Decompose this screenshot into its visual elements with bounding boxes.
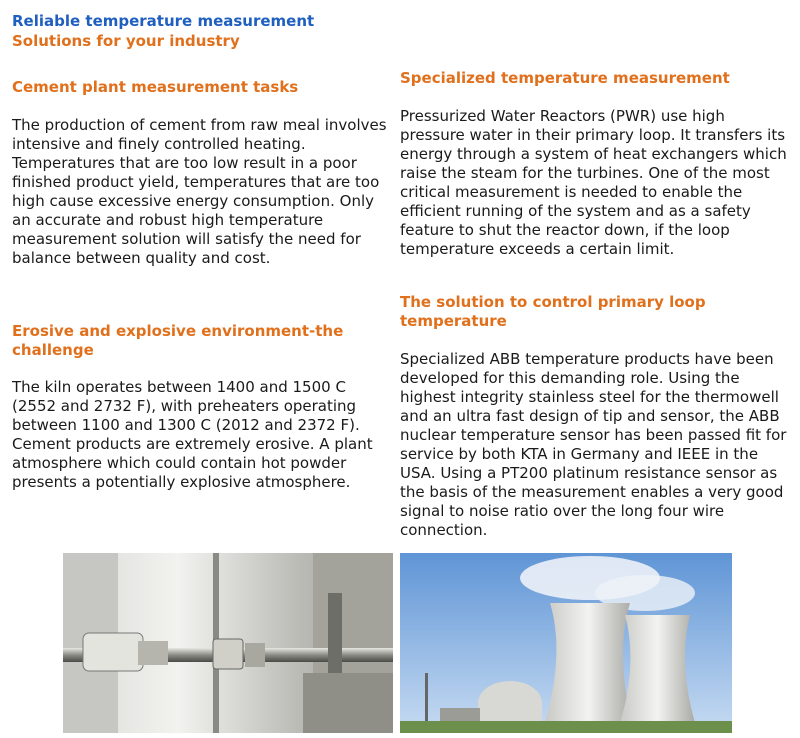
page-title: Reliable temperature measurement — [12, 12, 315, 30]
cooling-towers-photo — [400, 553, 732, 733]
solution-body: Specialized ABB temperature products have been developed for this demanding role. Using the highest integrity stainless steel for the thermowell and an ultra fast design of tip and sensor, the ABB nuclear temperature sensor has been passed fit for service by both KTA in Germany and IEEE in the USA. Using a PT200 platinum resistance sensor as the basis of the measurement enables a very good signal to noise ratio over the long four wire connection. — [400, 350, 787, 539]
page-subtitle: Solutions for your industry — [12, 32, 240, 50]
cement-body: The production of cement from raw meal involves intensive and finely controlled heating. Temperatures that are too low result in a poor finished product yield, temperatures that are too high cause excessive energy consumption. Only an accurate and robust high temperature measurement solution will satisfy the need for balance between quality and cost. — [12, 116, 387, 267]
cement-plant-photo — [63, 553, 393, 733]
specialized-body: Pressurized Water Reactors (PWR) use high pressure water in their primary loop. It transfers its energy through a system of heat exchangers which raise the steam for the turbines. One of the most critical measurement is needed to enable the efficient running of the system and as a safety feature to shut the reactor down, if the loop temperature exceeds a certain limit. — [400, 107, 787, 258]
erosive-heading: Erosive and explosive environment-the challenge — [12, 322, 344, 359]
solution-heading: The solution to control primary loop temperature — [400, 293, 706, 330]
cement-heading: Cement plant measurement tasks — [12, 78, 299, 96]
specialized-heading: Specialized temperature measurement — [400, 69, 730, 87]
erosive-body: The kiln operates between 1400 and 1500 C (2552 and 2732 F), with preheaters operating between 1100 and 1300 C (2012 and 2372 F). Cement products are extremely erosive. A plant atmosphere which could contain hot powder presents a potentially explosive atmosphere. — [12, 378, 373, 491]
